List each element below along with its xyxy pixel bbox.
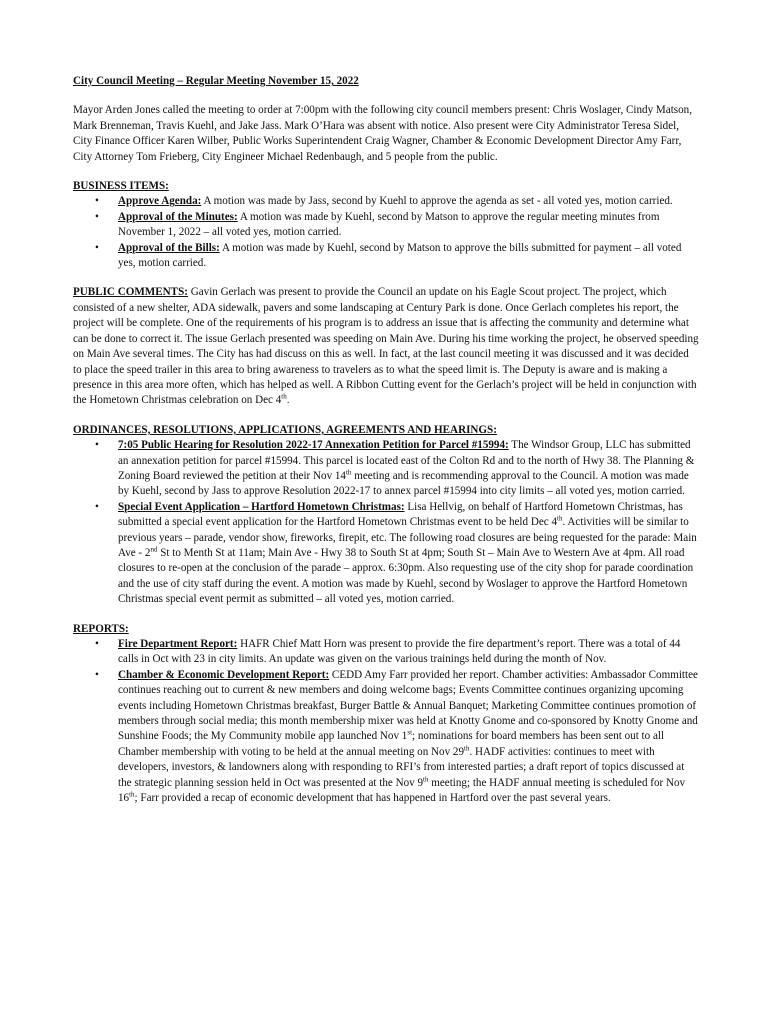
list-item — [118, 500, 700, 608]
item-lead: Approval of the Minutes: — [118, 210, 238, 223]
superscript: st — [407, 728, 413, 737]
business-items-heading: BUSINESS ITEMS: — [73, 180, 169, 193]
item-text: A motion was made by Jass, second by Kuehl to approve the agenda as set - all voted yes, motion carried. — [201, 195, 673, 208]
superscript: nd — [150, 545, 158, 554]
ordinances-heading: ORDINANCES, RESOLUTIONS, APPLICATIONS, AGREEMENTS AND HEARINGS: — [73, 423, 497, 436]
list-item — [118, 668, 700, 807]
item-text: meeting and is recommending approval to the Council. A motion was made by Kuehl, second by Jass to approve Resolution 2022-17 to annex parcel #15994 into city limits – all voted yes, motion carried. — [118, 469, 689, 498]
item-text: A motion was made by Kuehl, second by Matson to approve the regular meeting minutes from November 1, 2022 – all voted yes, motion carried. — [118, 210, 660, 239]
list-item — [118, 241, 700, 272]
list-item — [118, 194, 700, 209]
business-items-list — [73, 194, 700, 271]
superscript: th — [345, 468, 352, 477]
superscript: th — [464, 744, 470, 753]
intro-paragraph: Mayor Arden Jones called the meeting to order at 7:00pm with the following city council members present: Chris Woslager, Cindy Matson, Mark Brenneman, Travis Kuehl, and Jake Jass. Mark O’Hara was absent with notice. Also present were City Administrator Teresa Sidel, City Finance Officer Karen Wilber, Public Works Superintendent Craig Wagner, Chamber & Economic Development Director Amy Farr, City Attorney Tom Frieberg, City Engineer Michael Redenbaugh, and 5 people from the public. — [73, 104, 692, 163]
item-text: St to Menth St at 11am; Main Ave - Hwy 38 to South St at 4pm; South St – Main Ave to Western Ave at 4pm. All road closures to re-open at the conclusion of the parade – approx. 6:30pm. Also requesting use of the city shop for parade coordination and the use of city staff during the event. A motion was made by Kuehl, second by Woslager to approve the Hartford Hometown Christmas special event permit as submitted – all voted yes, motion carried. — [118, 546, 694, 606]
page-title: City Council Meeting – Regular Meeting November 15, 2022 — [73, 75, 359, 87]
superscript: th — [281, 392, 287, 401]
item-lead: Chamber & Economic Development Report: — [118, 668, 330, 681]
public-comments-text: Gavin Gerlach was present to provide the Council an update on his Eagle Scout project. The project, which consisted of a new shelter, ADA sidewalk, pavers and some landscaping at Century Park is done. Once Gerlach completes his report, the project will be complete. One of the requirements of his program is to address an issue that is affecting the community and determine what can be done to correct it. The issue Gerlach presented was speeding on Main Ave. During his time working the project, he observed speeding on Main Ave several times. The City has had discuss on this as well. In fact, at the last council meeting it was discussed and it was decided to place the speed trailer in this area to bring awareness to travelers as to what the speed limit is. The Deputy is aware and is making a presence in this area more often, which has helped as well. A Ribbon Cutting event for the Gerlach’s project will be held in conjunction with the Hometown Christmas celebration on Dec 4 — [73, 286, 699, 407]
item-text: . Activities will be similar to previous years – parade, vendor show, fireworks, firepit, etc. The following road closures are being requested for the parade: Main Ave - 2 — [118, 516, 697, 559]
item-text: meeting; the HADF annual meeting is scheduled for Nov 16 — [118, 776, 686, 805]
reports-heading: REPORTS: — [73, 622, 129, 635]
business-items-section — [73, 179, 700, 271]
item-text: HAFR Chief Matt Horn was present to provide the fire department’s report. There was a total of 44 calls in Oct with 23 in city limits. An update was given on the various trainings held during the month of Nov. — [118, 638, 681, 666]
item-lead: Fire Department Report: — [118, 638, 238, 650]
ordinances-section — [73, 423, 700, 608]
item-lead: 7:05 Public Hearing for Resolution 2022-17 Annexation Petition for Parcel #15994: — [118, 439, 509, 452]
item-text: CEDD Amy Farr provided her report. Chamber activities: Ambassador Committee continues reaching out to current & new members and doing welcome bags; Events Committee continues organizing upcoming events including Hometown Christmas breakfast, Burger Battle & Annual Banquet; Marketing Committee continues promotion of members through social media; this month membership mixer was held at Knotty Gnome and co-sponsored by Knotty Gnome and Sunshine Foods; the My Community mobile app launched Nov 1 — [118, 668, 698, 743]
minutes-document — [73, 74, 700, 820]
superscript: th — [557, 514, 563, 523]
public-comments-end: . — [286, 394, 290, 407]
public-comments-paragraph — [73, 285, 700, 408]
public-comments-heading: PUBLIC COMMENTS: — [73, 286, 188, 299]
item-lead: Special Event Application – Hartford Hometown Christmas: — [118, 500, 405, 513]
item-lead: Approve Agenda: — [118, 195, 202, 208]
superscript: th — [129, 790, 135, 799]
item-text: . HADF activities: continues to meet with developers, investors, & landowners along with responding to RFI’s from interested parties; a draft report of topics discussed at the strategic planning session held in Oct was presented at the Nov 9 — [118, 745, 685, 789]
item-text: ; nominations for board members has been sent out to all Chamber membership with voting to be held at the annual meeting on Nov 29 — [118, 730, 665, 758]
reports-list — [73, 637, 700, 806]
superscript: th — [423, 774, 429, 783]
reports-section — [73, 622, 700, 807]
item-text: Lisa Hellvig, on behalf of Hartford Hometown Christmas, has submitted a special event application for the Hartford Hometown Christmas event to be held Dec 4 — [118, 500, 683, 529]
list-item — [118, 438, 700, 500]
list-item — [118, 637, 700, 668]
item-text: ; Farr provided a recap of economic development that has happened in Hartford over the past several years. — [134, 792, 611, 805]
item-text: The Windsor Group, LLC has submitted an annexation petition for parcel #15994. This parcel is located east of the Colton Rd and to the north of Hwy 38. The Planning & Zoning Board reviewed the petition at their Nov 14 — [118, 439, 695, 482]
ordinances-list — [73, 438, 700, 607]
item-lead: Approval of the Bills: — [118, 241, 220, 254]
list-item — [118, 210, 700, 241]
item-text: A motion was made by Kuehl, second by Matson to approve the bills submitted for payment – all voted yes, motion carried. — [118, 241, 682, 270]
